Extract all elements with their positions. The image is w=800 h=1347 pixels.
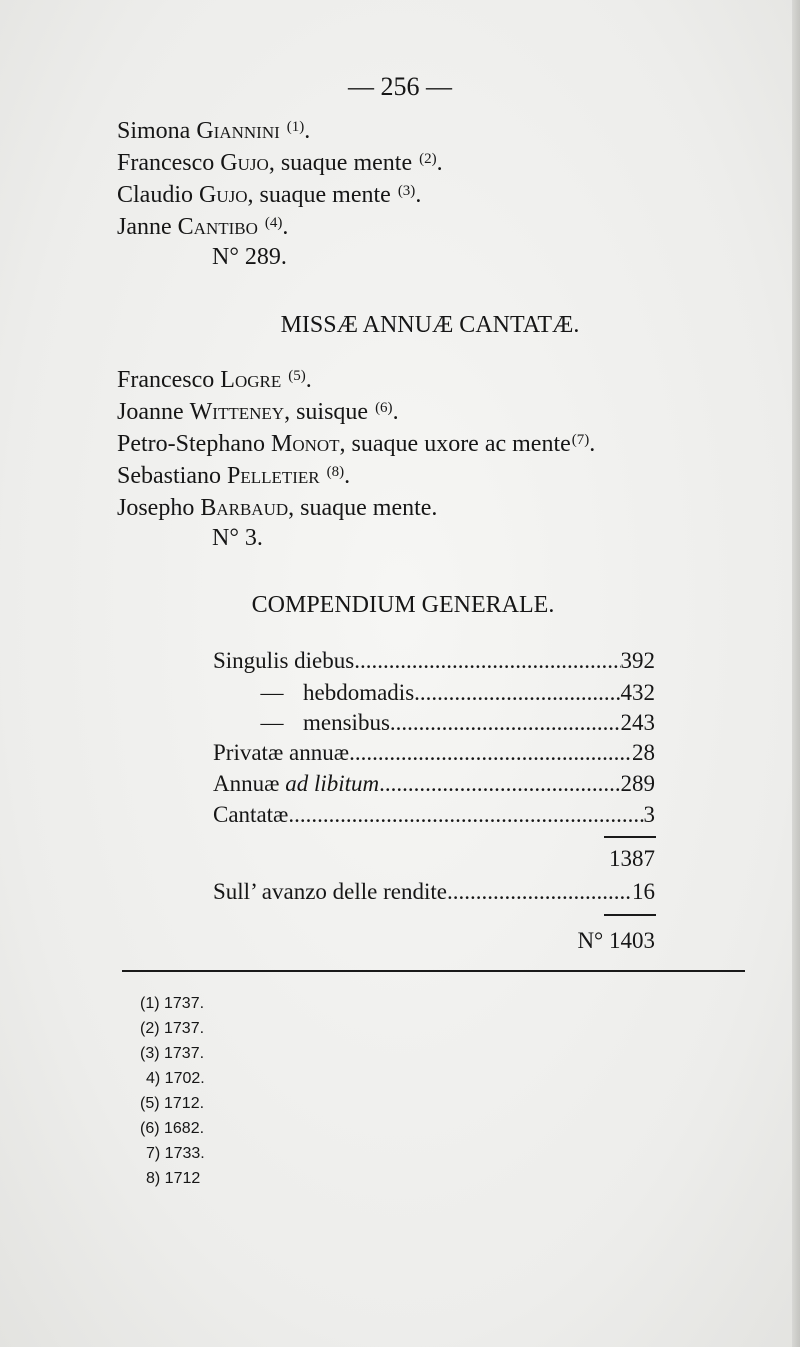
sum-rule — [604, 914, 656, 916]
compendium-row: Annuæ ad libitum ..... 289 — [213, 771, 655, 797]
footnote: (3) 1737. — [140, 1045, 205, 1062]
compendium-row: Privatæ annuæ ..... 28 — [213, 740, 655, 766]
entry-line: Janne Cantibo $^{(4)}$. — [117, 214, 289, 240]
compendium-row: Cantatæ ..... 3 — [213, 802, 655, 828]
entry-line: Josepho Barbaud, suaque mente. — [117, 495, 438, 521]
footnote: (1) 1737. — [140, 995, 205, 1012]
subtotal: 1387 — [609, 846, 655, 871]
footnote: (2) 1737. — [140, 1020, 205, 1037]
footnote: (6) 1682. — [140, 1120, 205, 1137]
entry-line: Sebastiano Pelletier $^{(8)}$. — [117, 463, 351, 489]
sum-rule — [604, 836, 656, 838]
entry-line: Petro-Stephano Monot, suaque uxore ac mente$^{(7)}$. — [117, 431, 596, 457]
entry-line: Francesco Logre $^{(5)}$. — [117, 367, 312, 393]
section-count: N° 3. — [212, 525, 263, 551]
compendium-row: Singulis diebus ..... 392 — [213, 648, 655, 674]
page-number: — 256 — — [348, 72, 452, 101]
footnote: 7) 1733. — [146, 1145, 205, 1162]
section-heading: COMPENDIUM GENERALE. — [251, 592, 555, 618]
entry-line: Joanne Witteney, suisque $^{(6)}$. — [117, 399, 399, 425]
section-count: N° 289. — [212, 244, 287, 270]
compendium-row: — mensibus ..... 243 — [213, 710, 655, 736]
page-edge — [792, 0, 800, 1347]
section-heading: MISSÆ ANNUÆ CANTATÆ. — [280, 312, 580, 338]
entry-line: Francesco Gujo, suaque mente $^{(2)}$. — [117, 150, 443, 176]
grand-total: N° 1403 — [577, 928, 655, 953]
footnote: (5) 1712. — [140, 1095, 205, 1112]
footnote: 4) 1702. — [146, 1070, 205, 1087]
entry-line: Claudio Gujo, suaque mente $^{(3)}$. — [117, 182, 422, 208]
entry-line: Simona Giannini $^{(1)}$. — [117, 118, 311, 144]
compendium-row: — hebdomadis ..... 432 — [213, 680, 655, 706]
footnote: 8) 1712 — [146, 1170, 201, 1187]
compendium-row: Sull’ avanzo delle rendite ..... 16 — [213, 879, 655, 905]
footnote-rule — [122, 970, 745, 972]
